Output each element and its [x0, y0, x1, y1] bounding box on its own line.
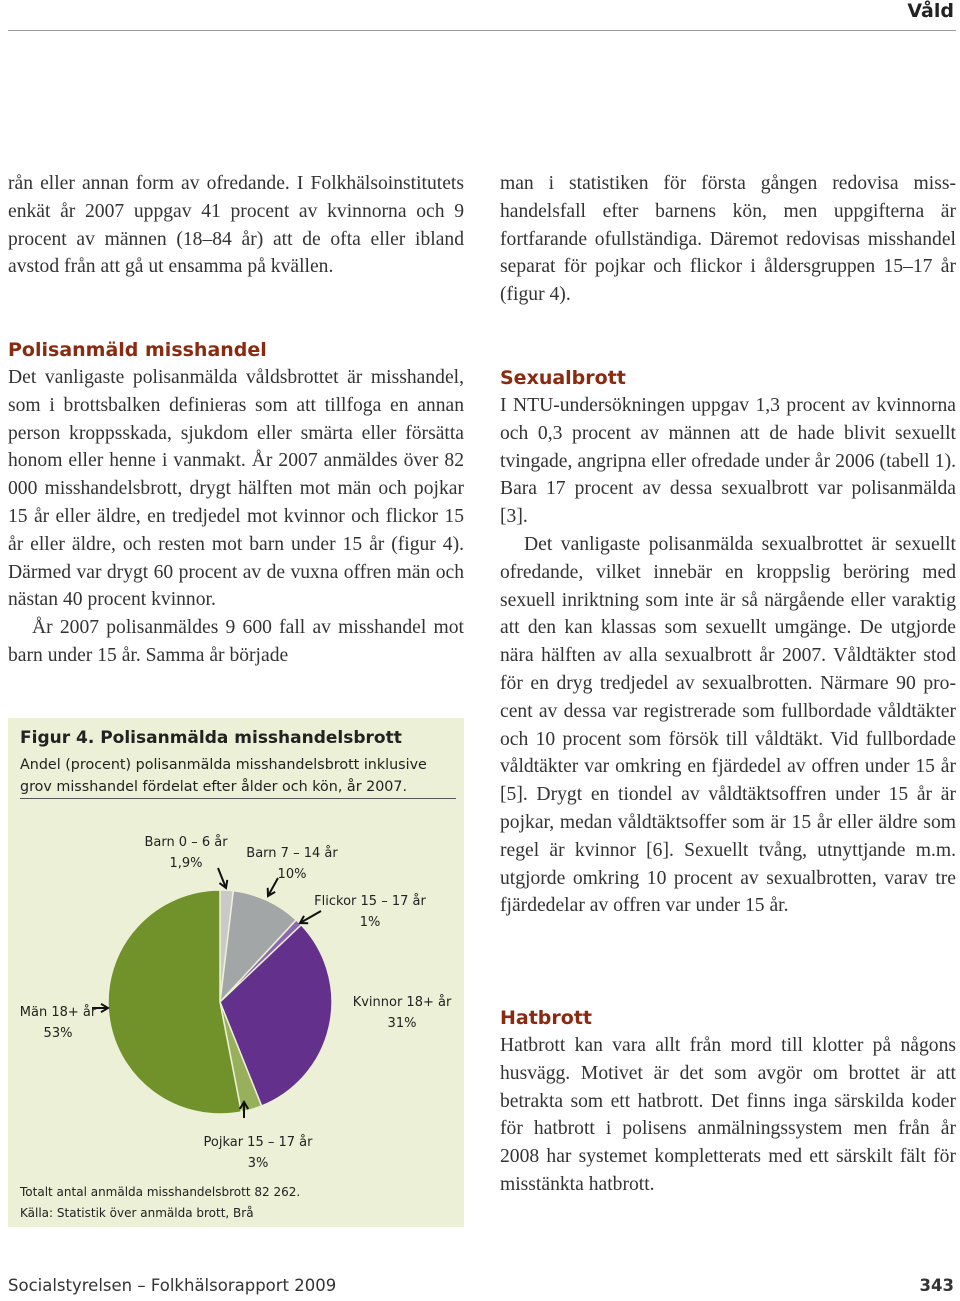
pie-slice-value: 10% — [277, 867, 307, 882]
pie-slice-label: Flickor 15 – 17 år — [314, 894, 426, 909]
left-column-misshandel — [8, 336, 464, 670]
misshandel-paragraph-1: Det vanligaste polisanmälda våldsbrottet är misshandel, som i brottsbalken definieras som att tillfoga en annan person kroppsskada, sjukdom eller smärta eller försätta honom eller henne i vanmakt. År 2007 anmäldes över 82 000 misshandelsbrott, drygt hälften mot män och pojkar 15 år eller äldre, en tredjedel mot kvinnor och flickor 15 år eller äldre, och resten mot barn under 15 år (figur 4). Därmed var drygt 60 procent av de vuxna offren män och nästan 40 procent kvinnor. — [8, 367, 464, 611]
pie-slice-value: 1% — [359, 915, 381, 930]
pie-slice-label: Män 18+ år — [19, 1005, 97, 1020]
left-intro-paragraph: rån eller annan form av ofredande. I Folkhälsoinstitutets enkät år 2007 uppgav 41 procent av kvinnorna och 9 procent av männen (18–84 år) att de ofta eller ibland avstod från att gå ut ensamma på kvällen. — [8, 173, 464, 278]
figure-source-note: Källa: Statistik över anmälda brott, Brå — [20, 1206, 254, 1220]
footer-publication: Socialstyrelsen – Folkhälsorapport 2009 — [8, 1276, 337, 1295]
left-column-intro — [8, 170, 464, 281]
figure-subtitle: Andel (procent) polisanmälda misshandelsbrott inklusive grov misshandel fördelat efter ålder och kön, år 2007. — [20, 757, 427, 795]
pie-slice-value: 53% — [43, 1026, 73, 1041]
sexualbrott-paragraph-1: I NTU-undersökningen uppgav 1,3 procent av kvinnorna och 0,3 procent av männen att de hade blivit sexuellt tvingade, angripna eller ofredade under år 2006 (tabell 1). Bara 17 procent av dessa sexualbrott var polisanmälda [3]. — [500, 395, 956, 528]
pie-slice-label: Barn 7 – 14 år — [246, 846, 338, 861]
pie-slice-value: 31% — [387, 1016, 417, 1031]
right-column-sexualbrott — [500, 364, 956, 920]
right-column-hatbrott — [500, 1004, 956, 1199]
pie-slice-label: Pojkar 15 – 17 år — [203, 1135, 313, 1150]
heading-sexualbrott: Sexualbrott — [500, 367, 626, 389]
heading-polisanmald-misshandel: Polisanmäld misshandel — [8, 339, 267, 361]
pie-slice-label: Kvinnor 18+ år — [352, 995, 452, 1010]
misshandel-paragraph-2: År 2007 polisanmäldes 9 600 fall av misshandel mot barn under 15 år. Samma år började — [8, 617, 464, 666]
pie-chart — [8, 718, 464, 1227]
header-section-title: Våld — [907, 0, 954, 22]
figure-total-note: Totalt antal anmälda misshandelsbrott 82 262. — [20, 1185, 301, 1199]
sexualbrott-paragraph-2: Det vanligaste polisanmälda sexualbrottet är sexuellt ofredande, vilket innebär en kroppslig beröring med sexuell inriktning som inte är så närgående eller varaktig att den kan klassas som sexuellt umgänge. De utgjorde nära hälften av alla sexualbrott år 2007. Våldtäkter stod för en dryg tredjedel av sexualbrotten. Närmare 90 procent av dessa var registrerade som fullbordade våldtäkter och 10 procent som försök till våldtäkt. Vid fullbordade våldtäkter var omkring en fjärdedel av offren under 15 år [5]. Drygt en tiondel av våldtäktsoffren under 15 år är pojkar, medan våldtäktsoffer som är 15 år eller äldre som regel är kvinnor [6]. Sexuellt tvång, utnyttjande m.m. utgjorde omkring 10 procent av sexualbrotten, varav tre fjärdedelar av offren var under 15 år. — [500, 533, 956, 917]
header-rule — [8, 30, 956, 31]
figure-title: Figur 4. Polisanmälda misshandelsbrott — [20, 728, 402, 748]
hatbrott-paragraph: Hatbrott kan vara allt från mord till klotter på någons husvägg. Motivet är det som avgör om brottet är att betrakta som ett hatbrott. Det finns inga särskilda koder för hatbrott i polisens anmälningssystem men från år 2008 har systemet kompletterats med ett särskilt fält för misstänkta hatbrott. — [500, 1035, 956, 1195]
pie-slice-value: 3% — [247, 1156, 269, 1171]
right-intro-paragraph: man i statistiken för första gången redovisa misshandelsfall efter barnens kön, men uppgifterna är fortfarande ofullständiga. Däremot redovisas misshandel separat för pojkar och flickor i åldersgruppen 15–17 år (figur 4). — [500, 173, 956, 306]
figure-4-box — [8, 718, 464, 1227]
pie-slice-value: 1,9% — [169, 856, 203, 871]
footer-page-number: 343 — [919, 1276, 954, 1295]
heading-hatbrott: Hatbrott — [500, 1007, 592, 1029]
right-column-intro — [500, 170, 956, 309]
pie-slice-label: Barn 0 – 6 år — [144, 835, 228, 850]
